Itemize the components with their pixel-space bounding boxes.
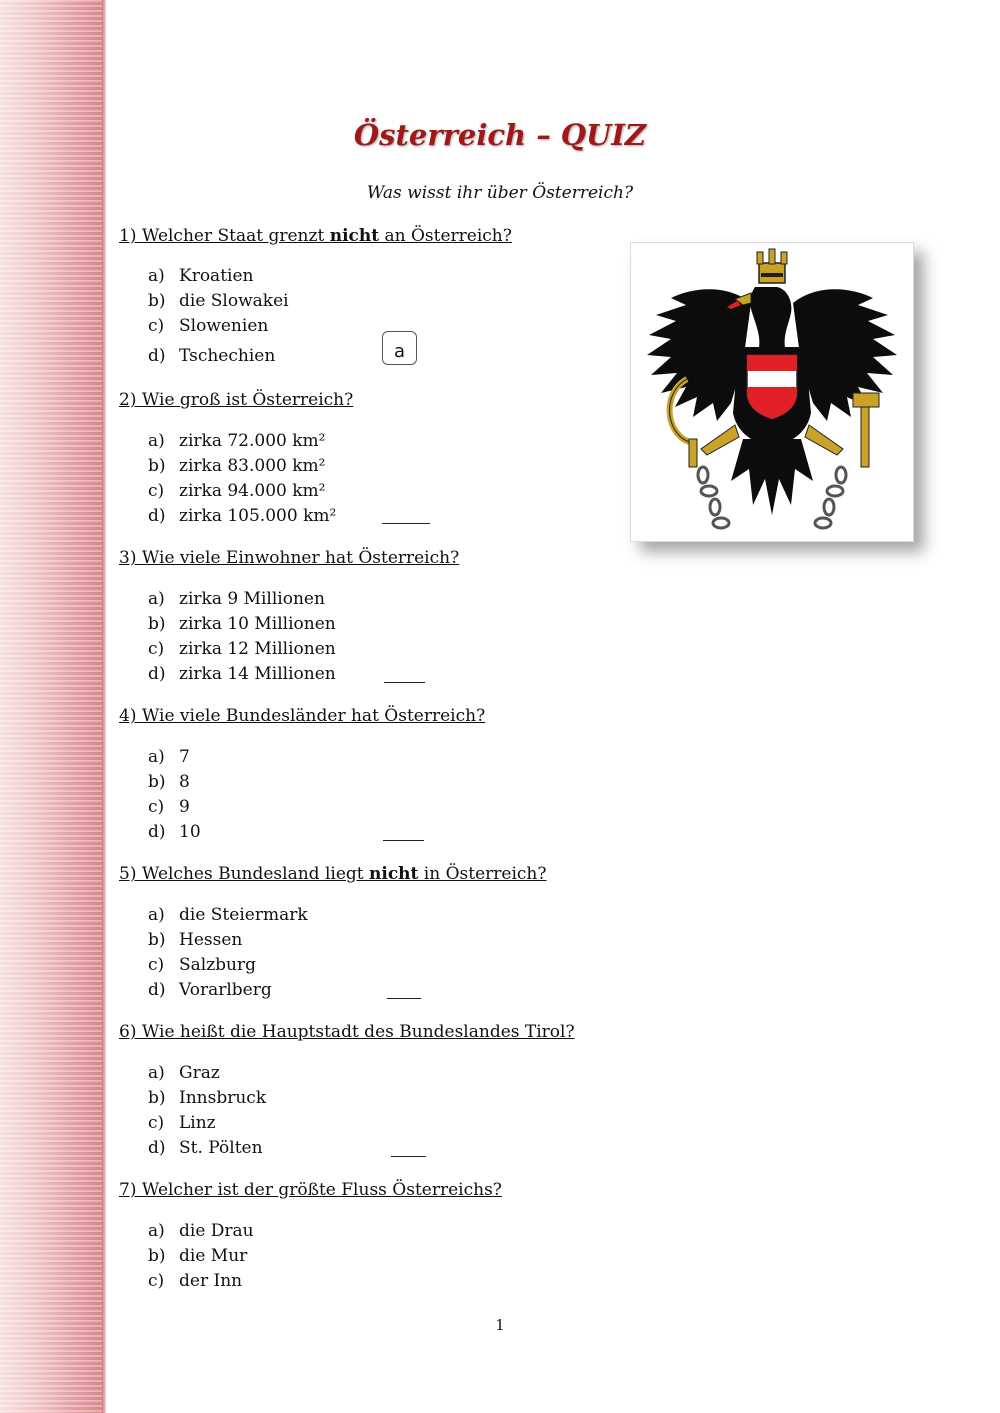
option-4b[interactable]	[148, 772, 190, 792]
option-6c[interactable]	[148, 1113, 216, 1133]
option-4d[interactable]	[148, 822, 201, 842]
option-letter: a)	[148, 266, 165, 286]
shield	[747, 355, 797, 419]
option-letter: d)	[148, 822, 166, 842]
eagle-head	[750, 287, 791, 347]
option-letter: a)	[148, 1063, 165, 1083]
option-5a[interactable]	[148, 905, 308, 925]
question-4	[119, 706, 485, 726]
question-text: 2) Wie groß ist Österreich?	[119, 390, 354, 410]
option-letter: b)	[148, 930, 166, 950]
option-6a[interactable]	[148, 1063, 220, 1083]
option-7b[interactable]	[148, 1246, 247, 1266]
option-text: zirka 14 Millionen	[179, 664, 336, 684]
question-text-end: an Österreich?	[379, 226, 512, 246]
page-title: Österreich – QUIZ	[353, 118, 647, 152]
option-2a[interactable]	[148, 431, 325, 451]
option-7a[interactable]	[148, 1221, 254, 1241]
austrian-coat-of-arms-icon	[631, 243, 913, 541]
option-text: 7	[179, 747, 190, 767]
question-text: 7) Welcher ist der größte Fluss Österreichs?	[119, 1180, 502, 1200]
option-1b[interactable]	[148, 291, 289, 311]
option-letter: b)	[148, 1246, 166, 1266]
option-letter: d)	[148, 980, 166, 1000]
option-3b[interactable]	[148, 614, 336, 634]
option-text: zirka 12 Millionen	[179, 639, 336, 659]
option-5b[interactable]	[148, 930, 242, 950]
option-letter: c)	[148, 639, 165, 659]
answer-blank-2[interactable]	[382, 523, 430, 524]
side-band-edge	[102, 0, 106, 1413]
option-text: zirka 83.000 km²	[179, 456, 326, 476]
option-text: zirka 94.000 km²	[179, 481, 326, 501]
option-2b[interactable]	[148, 456, 325, 476]
question-emphasis: nicht	[329, 226, 380, 246]
option-letter: a)	[148, 905, 165, 925]
option-letter: b)	[148, 614, 166, 634]
option-letter: a)	[148, 589, 165, 609]
option-text: Kroatien	[179, 266, 254, 286]
question-emphasis: nicht	[369, 864, 419, 884]
answer-blank-4[interactable]	[383, 840, 424, 841]
option-3c[interactable]	[148, 639, 336, 659]
option-4c[interactable]	[148, 797, 190, 817]
question-text: 1) Welcher Staat grenzt	[119, 226, 330, 246]
option-3d[interactable]	[148, 664, 336, 684]
option-3a[interactable]	[148, 589, 325, 609]
option-letter: c)	[148, 1271, 165, 1291]
option-text: der Inn	[179, 1271, 243, 1291]
option-text: Tschechien	[179, 346, 276, 366]
right-talon	[805, 425, 843, 455]
question-text: 3) Wie viele Einwohner hat Österreich?	[119, 548, 460, 568]
decorative-side-band	[0, 0, 106, 1413]
page-number: 1	[495, 1316, 505, 1334]
option-letter: a)	[148, 431, 165, 451]
option-letter: d)	[148, 506, 166, 526]
question-text: 6) Wie heißt die Hauptstadt des Bundeslandes Tirol?	[119, 1022, 575, 1042]
option-letter: b)	[148, 291, 166, 311]
option-1a[interactable]	[148, 266, 253, 286]
option-text: zirka 10 Millionen	[179, 614, 336, 634]
broken-chain-left	[698, 467, 729, 528]
option-1c[interactable]	[148, 316, 268, 336]
question-7	[119, 1180, 502, 1200]
option-text: Graz	[179, 1063, 220, 1083]
crown	[757, 249, 787, 283]
option-text: Salzburg	[179, 955, 257, 975]
question-2	[119, 390, 353, 410]
question-text: 4) Wie viele Bundesländer hat Österreich?	[119, 706, 486, 726]
question-1	[119, 226, 512, 246]
option-1d[interactable]	[148, 346, 275, 366]
option-text: die Slowakei	[179, 291, 289, 311]
question-6	[119, 1022, 575, 1042]
option-letter: b)	[148, 1088, 166, 1108]
option-letter: d)	[148, 1138, 166, 1158]
option-letter: a)	[148, 1221, 165, 1241]
option-letter: c)	[148, 955, 165, 975]
option-5c[interactable]	[148, 955, 256, 975]
option-letter: d)	[148, 664, 166, 684]
question-3	[119, 548, 459, 568]
option-6b[interactable]	[148, 1088, 266, 1108]
option-text: zirka 72.000 km²	[179, 431, 326, 451]
option-text: St. Pölten	[179, 1138, 263, 1158]
answer-input-1[interactable]: a	[382, 331, 417, 365]
option-text: Vorarlberg	[179, 980, 272, 1000]
option-7c[interactable]	[148, 1271, 242, 1291]
option-text: zirka 105.000 km²	[179, 506, 337, 526]
option-letter: c)	[148, 1113, 165, 1133]
option-text: die Mur	[179, 1246, 248, 1266]
option-letter: c)	[148, 481, 165, 501]
answer-blank-6[interactable]	[391, 1156, 426, 1157]
hammer	[853, 393, 879, 467]
question-text: 5) Welches Bundesland liegt	[119, 864, 370, 884]
option-text: Innsbruck	[179, 1088, 267, 1108]
answer-blank-5[interactable]	[387, 998, 421, 999]
option-text: 10	[179, 822, 201, 842]
option-text: Slowenien	[179, 316, 269, 336]
option-text: die Drau	[179, 1221, 254, 1241]
option-text: die Steiermark	[179, 905, 308, 925]
option-text: 8	[179, 772, 190, 792]
broken-chain-right	[815, 467, 846, 528]
left-talon	[701, 425, 739, 455]
option-letter: c)	[148, 316, 165, 336]
option-letter: b)	[148, 772, 166, 792]
option-letter: c)	[148, 797, 165, 817]
option-6d[interactable]	[148, 1138, 263, 1158]
option-text: 9	[179, 797, 190, 817]
option-letter: a)	[148, 747, 165, 767]
option-4a[interactable]	[148, 747, 190, 767]
option-text: Linz	[179, 1113, 216, 1133]
option-text: zirka 9 Millionen	[179, 589, 325, 609]
option-2c[interactable]	[148, 481, 325, 501]
question-5	[119, 864, 547, 884]
question-text-end: in Österreich?	[418, 864, 547, 884]
page-subtitle: Was wisst ihr über Österreich?	[366, 183, 634, 203]
option-letter: d)	[148, 346, 166, 366]
answer-blank-3[interactable]	[384, 682, 425, 683]
option-5d[interactable]	[148, 980, 272, 1000]
option-text: Hessen	[179, 930, 243, 950]
coat-of-arms-frame	[630, 242, 914, 542]
option-2d[interactable]	[148, 506, 336, 526]
eagle-tail	[731, 439, 813, 515]
option-letter: b)	[148, 456, 166, 476]
